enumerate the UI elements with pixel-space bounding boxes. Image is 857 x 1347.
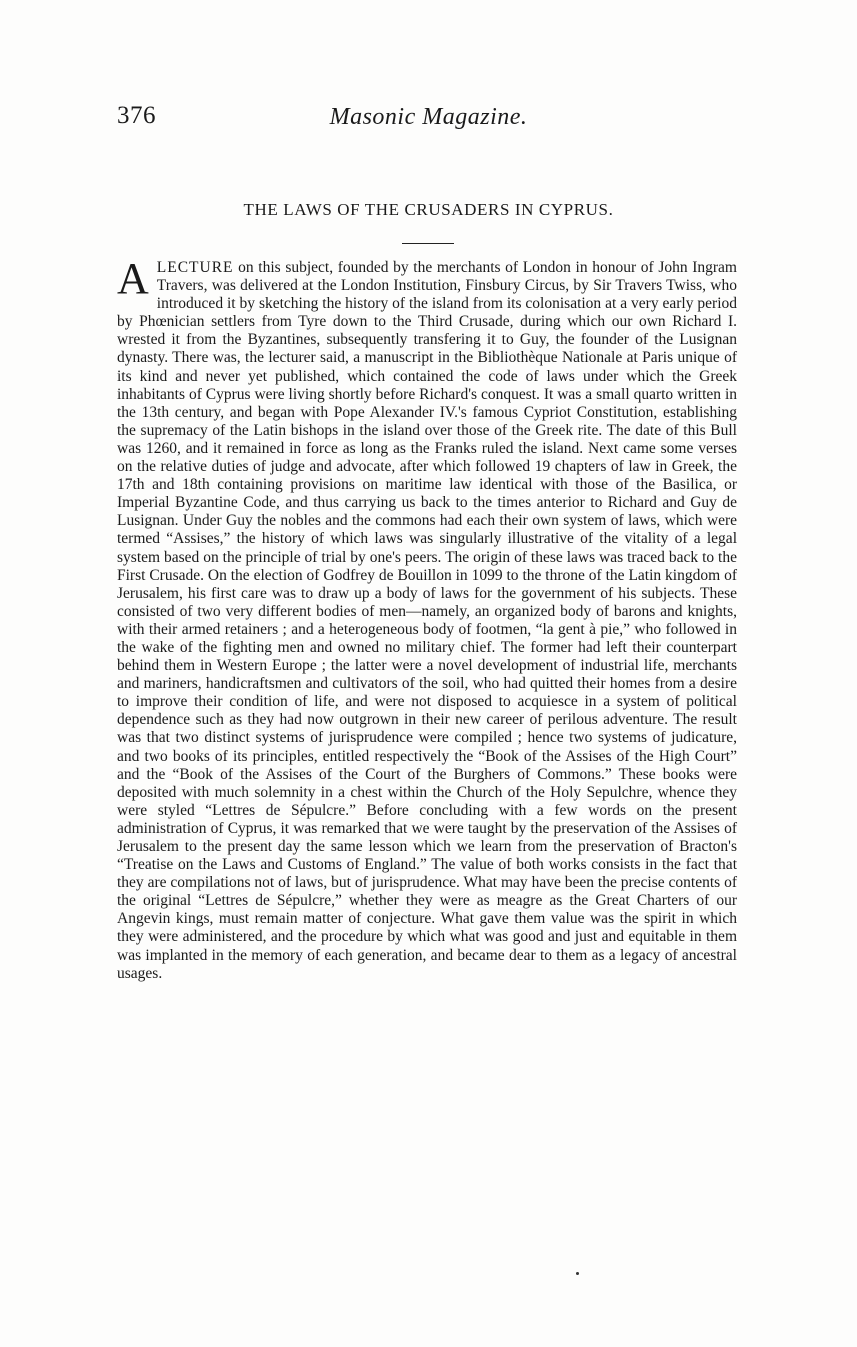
article-body: [117, 254, 737, 983]
article-paragraph: on this subject, founded by the merchants of London in honour of John Ingram Travers, was delivered at the London Institution, Finsbury Circus, by Sir Travers Twiss, who introduced it by sketching the history of the island from its colonisation at a very early period by Phœnician settlers from Tyre down to the Third Crusade, during which our own Richard I. wrested it from the Byzantines, subsequently transfering it to Guy, the founder of the Lusignan dynasty. There was, the lecturer said, a manuscript in the Bibliothèque Nationale at Paris unique of its kind and never yet published, which contained the code of laws under which the Greek inhabitants of Cyprus were living shortly before Richard's conquest. It was a small quarto written in the 13th century, and began with Pope Alexander IV.'s famous Cypriot Constitution, establishing the supremacy of the Latin bishops in the island over those of the Greek rite. The date of this Bull was 1260, and it remained in force as long as the Franks ruled the island. Next came some verses on the relative duties of judge and advocate, after which followed 19 chapters of law in Greek, the 17th and 18th containing provisions on maritime law identical with those of the Basilica, or Imperial Byzantine Code, and thus carrying us back to the times anterior to Richard and Guy de Lusignan. Under Guy the nobles and the commons had each their own system of laws, which were termed “Assises,” the history of which laws was singularly illustrative of the vitality of a legal system based on the principle of trial by one's peers. The origin of these laws was traced back to the First Crusade. On the election of Godfrey de Bouillon in 1099 to the throne of the Latin kingdom of Jerusalem, his first care was to draw up a body of laws for the government of his subjects. These consisted of two very different bodies of men—namely, an organized body of barons and knights, with their armed retainers ; and a heterogeneous body of footmen, “la gent à pie,” who followed in the wake of the fighting men and owned no military chief. The former had left their counterpart behind them in Western Europe ; the latter were a novel development of industrial life, merchants and mariners, handicraftsmen and cultivators of the soil, who had quitted their homes from a desire to improve their condition of life, and were not disposed to acquiesce in a system of political dependence such as they had now outgrown in their new career of perilous adventure. The result was that two distinct systems of jurisprudence were compiled ; hence two systems of judicature, and two books of its principles, entitled respectively the “Book of the Assises of the High Court” and the “Book of the Assises of the Court of the Burghers of Commons.” These books were deposited with much solemnity in a chest within the Church of the Holy Sepulchre, whence they were styled “Lettres de Sépulcre.” Before concluding with a few words on the present administration of Cyprus, it was remarked that we were taught by the preservation of the Assises of Jerusalem to the present day the same lesson which we learn from the preservation of Bracton's “Treatise on the Laws and Customs of England.” The value of both works consists in the fact that they are compilations not of laws, but of jurisprudence. What may have been the precise contents of the original “Lettres de Sépulcre,” whether they were as meagre as the Great Charters of our Angevin kings, must remain matter of conjecture. What gave them value was the spirit in which they were administered, and the procedure by which what was good and just and equitable in them was implanted in the memory of each generation, and became dear to them as a legacy of ancestral usages.: [117, 259, 737, 982]
print-speck: [576, 1272, 579, 1275]
drop-cap: A: [117, 254, 149, 303]
lead-word: LECTURE: [156, 259, 234, 276]
page-number: 376: [117, 102, 156, 129]
article-title: THE LAWS OF THE CRUSADERS IN CYPRUS.: [243, 200, 614, 219]
running-title: Masonic Magazine.: [329, 104, 528, 130]
title-divider: [402, 243, 454, 244]
